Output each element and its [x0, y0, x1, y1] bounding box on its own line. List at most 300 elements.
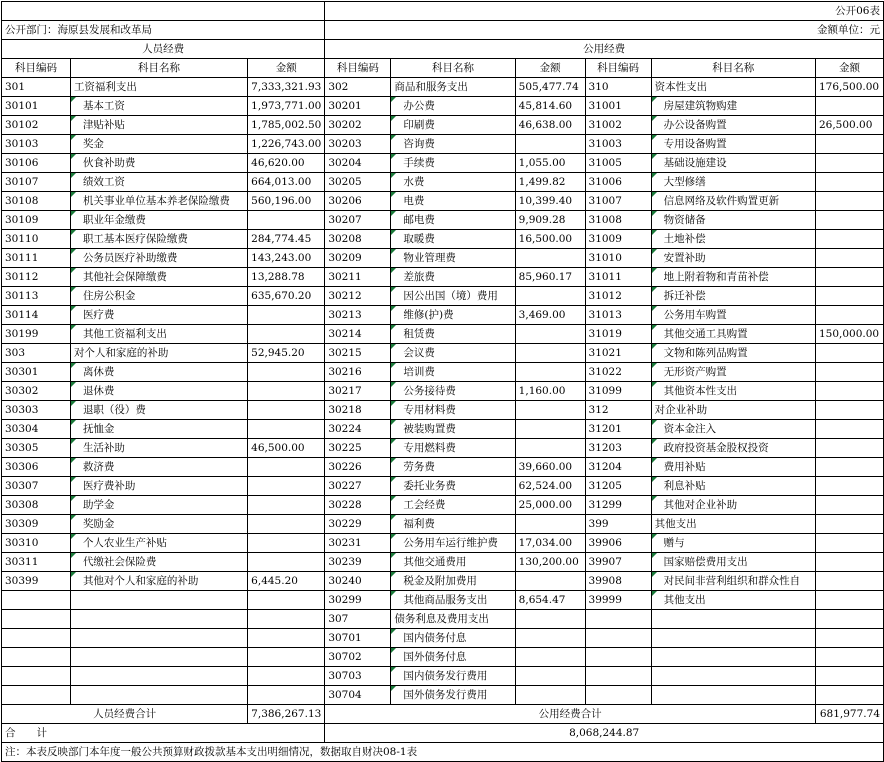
personnel-amount-cell [248, 211, 325, 230]
personnel-amount-cell [248, 382, 325, 401]
personnel-amount-cell [248, 458, 325, 477]
table-note: 注：本表反映部门本年度一般公共预算财政拨款基本支出明细情况，数据取自财决08-1表 [2, 743, 884, 762]
public-goods-amount-cell [515, 629, 585, 648]
personnel-name-cell [70, 667, 247, 686]
public-goods-amount-cell: 17,034.00 [515, 534, 585, 553]
public-goods-name-cell: 国外债务发行费用 [391, 686, 515, 705]
public-goods-name-cell: 国外债务付息 [391, 648, 515, 667]
capital-amount-cell [815, 363, 883, 382]
table-row [2, 192, 884, 211]
public-goods-code-cell: 30224 [325, 420, 391, 439]
personnel-amount-cell: 1,973,771.00 [248, 97, 325, 116]
personnel-amount-cell [248, 363, 325, 382]
public-goods-name-cell: 手续费 [391, 154, 515, 173]
personnel-amount-cell [248, 667, 325, 686]
personnel-amount-cell [248, 515, 325, 534]
personnel-amount-cell [248, 553, 325, 572]
capital-code-cell: 31001 [585, 97, 651, 116]
personnel-amount-cell: 560,196.00 [248, 192, 325, 211]
table-row [2, 572, 884, 591]
personnel-amount-cell: 6,445.20 [248, 572, 325, 591]
public-goods-name-cell: 印刷费 [391, 116, 515, 135]
capital-amount-cell [815, 610, 883, 629]
column-header-row [2, 59, 884, 78]
personnel-amount-cell: 52,945.20 [248, 344, 325, 363]
public-goods-name-cell: 专用材料费 [391, 401, 515, 420]
table-row [2, 135, 884, 154]
department-label: 公开部门：海原县发展和改革局 [2, 21, 325, 40]
table-row [2, 78, 884, 97]
public-goods-code-cell: 30229 [325, 515, 391, 534]
public-goods-code-cell: 30703 [325, 667, 391, 686]
table-row [2, 667, 884, 686]
personnel-name-cell: 救济费 [70, 458, 247, 477]
capital-amount-cell [815, 629, 883, 648]
capital-code-cell [585, 629, 651, 648]
grand-total-row [2, 724, 884, 743]
personnel-name-cell: 公务员医疗补助缴费 [70, 249, 247, 268]
note-row [2, 743, 884, 762]
public-goods-name-cell: 会议费 [391, 344, 515, 363]
capital-code-cell: 31205 [585, 477, 651, 496]
col-header-name: 科目名称 [70, 59, 247, 78]
capital-amount-cell: 150,000.00 [815, 325, 883, 344]
public-goods-name-cell: 其他商品服务支出 [391, 591, 515, 610]
personnel-name-cell: 其他工资福利支出 [70, 325, 247, 344]
personnel-name-cell: 奖金 [70, 135, 247, 154]
personnel-amount-cell [248, 325, 325, 344]
public-goods-code-cell: 30205 [325, 173, 391, 192]
public-goods-amount-cell: 1,160.00 [515, 382, 585, 401]
capital-amount-cell [815, 268, 883, 287]
table-row [2, 629, 884, 648]
personnel-name-cell [70, 648, 247, 667]
public-goods-amount-cell [515, 686, 585, 705]
public-goods-amount-cell [515, 572, 585, 591]
public-goods-name-cell: 被装购置费 [391, 420, 515, 439]
col-header-code: 科目编码 [2, 59, 71, 78]
public-goods-code-cell: 30204 [325, 154, 391, 173]
personnel-code-cell: 30102 [2, 116, 71, 135]
public-goods-amount-cell: 62,524.00 [515, 477, 585, 496]
public-goods-amount-cell [515, 648, 585, 667]
personnel-amount-cell [248, 610, 325, 629]
personnel-name-cell: 助学金 [70, 496, 247, 515]
personnel-name-cell: 抚恤金 [70, 420, 247, 439]
capital-name-cell: 其他资本性支出 [651, 382, 815, 401]
personnel-amount-cell: 664,013.00 [248, 173, 325, 192]
personnel-amount-cell [248, 420, 325, 439]
public-goods-amount-cell: 3,469.00 [515, 306, 585, 325]
capital-name-cell: 利息补贴 [651, 477, 815, 496]
public-goods-code-cell: 30208 [325, 230, 391, 249]
capital-name-cell [651, 686, 815, 705]
public-goods-code-cell: 30702 [325, 648, 391, 667]
personnel-name-cell: 职业年金缴费 [70, 211, 247, 230]
personnel-code-cell: 30109 [2, 211, 71, 230]
public-goods-name-cell: 国内债务付息 [391, 629, 515, 648]
capital-amount-cell [815, 173, 883, 192]
capital-name-cell: 安置补助 [651, 249, 815, 268]
capital-amount-cell [815, 477, 883, 496]
col-header-amount: 金额 [515, 59, 585, 78]
public-goods-name-cell: 工会经费 [391, 496, 515, 515]
personnel-total-amount: 7,386,267.13 [248, 705, 325, 724]
public-goods-name-cell: 专用燃料费 [391, 439, 515, 458]
capital-amount-cell [815, 249, 883, 268]
personnel-amount-cell: 284,774.45 [248, 230, 325, 249]
personnel-code-cell: 30114 [2, 306, 71, 325]
public-goods-amount-cell: 10,399.40 [515, 192, 585, 211]
capital-name-cell: 专用设备购置 [651, 135, 815, 154]
public-goods-code-cell: 30226 [325, 458, 391, 477]
capital-name-cell: 政府投资基金股权投资 [651, 439, 815, 458]
capital-code-cell: 31203 [585, 439, 651, 458]
public-goods-amount-cell: 39,660.00 [515, 458, 585, 477]
capital-code-cell: 39908 [585, 572, 651, 591]
personnel-name-cell: 其他社会保障缴费 [70, 268, 247, 287]
capital-code-cell: 31013 [585, 306, 651, 325]
capital-code-cell: 31006 [585, 173, 651, 192]
capital-amount-cell [815, 401, 883, 420]
personnel-name-cell: 机关事业单位基本养老保险缴费 [70, 192, 247, 211]
personnel-code-cell [2, 686, 71, 705]
capital-amount-cell [815, 306, 883, 325]
public-goods-amount-cell [515, 287, 585, 306]
personnel-name-cell: 医疗费 [70, 306, 247, 325]
capital-amount-cell [815, 382, 883, 401]
public-goods-amount-cell: 130,200.00 [515, 553, 585, 572]
public-goods-code-cell: 30201 [325, 97, 391, 116]
public-goods-code-cell: 30206 [325, 192, 391, 211]
personnel-name-cell: 对个人和家庭的补助 [70, 344, 247, 363]
public-goods-amount-cell: 45,814.60 [515, 97, 585, 116]
personnel-code-cell: 303 [2, 344, 71, 363]
capital-code-cell [585, 648, 651, 667]
capital-name-cell [651, 610, 815, 629]
capital-code-cell: 39999 [585, 591, 651, 610]
public-goods-code-cell: 30240 [325, 572, 391, 591]
capital-code-cell: 31005 [585, 154, 651, 173]
public-goods-name-cell: 公务用车运行维护费 [391, 534, 515, 553]
capital-amount-cell [815, 211, 883, 230]
public-goods-name-cell: 劳务费 [391, 458, 515, 477]
public-goods-name-cell: 物业管理费 [391, 249, 515, 268]
expenditure-sheet [1, 1, 884, 762]
public-goods-code-cell: 30225 [325, 439, 391, 458]
form-id: 公开06表 [325, 2, 884, 21]
capital-name-cell: 其他交通工具购置 [651, 325, 815, 344]
public-goods-name-cell: 咨询费 [391, 135, 515, 154]
capital-code-cell: 399 [585, 515, 651, 534]
table-row [2, 287, 884, 306]
personnel-amount-cell [248, 401, 325, 420]
capital-amount-cell [815, 230, 883, 249]
capital-name-cell: 对民间非营利组织和群众性自 [651, 572, 815, 591]
public-goods-name-cell: 委托业务费 [391, 477, 515, 496]
personnel-code-cell [2, 610, 71, 629]
public-goods-name-cell: 因公出国（境）费用 [391, 287, 515, 306]
capital-code-cell: 31007 [585, 192, 651, 211]
public-goods-code-cell: 30228 [325, 496, 391, 515]
public-goods-amount-cell [515, 135, 585, 154]
capital-amount-cell [815, 496, 883, 515]
personnel-code-cell [2, 648, 71, 667]
personnel-code-cell: 30309 [2, 515, 71, 534]
public-goods-amount-cell [515, 249, 585, 268]
capital-code-cell: 31008 [585, 211, 651, 230]
table-row [2, 477, 884, 496]
capital-name-cell: 地上附着物和青苗补偿 [651, 268, 815, 287]
personnel-name-cell: 退休费 [70, 382, 247, 401]
capital-amount-cell [815, 97, 883, 116]
capital-code-cell: 31010 [585, 249, 651, 268]
personnel-code-cell: 30311 [2, 553, 71, 572]
public-goods-amount-cell [515, 439, 585, 458]
capital-amount-cell [815, 553, 883, 572]
capital-name-cell: 公务用车购置 [651, 306, 815, 325]
public-goods-amount-cell: 1,499.82 [515, 173, 585, 192]
table-row [2, 401, 884, 420]
personnel-name-cell: 伙食补助费 [70, 154, 247, 173]
public-goods-code-cell: 30231 [325, 534, 391, 553]
capital-name-cell: 拆迁补偿 [651, 287, 815, 306]
public-goods-code-cell: 30218 [325, 401, 391, 420]
personnel-name-cell: 其他对个人和家庭的补助 [70, 572, 247, 591]
subtotal-row [2, 705, 884, 724]
capital-name-cell: 费用补贴 [651, 458, 815, 477]
capital-name-cell: 其他支出 [651, 515, 815, 534]
capital-code-cell: 31012 [585, 287, 651, 306]
personnel-amount-cell: 13,288.78 [248, 268, 325, 287]
capital-name-cell: 资本性支出 [651, 78, 815, 97]
personnel-code-cell: 30308 [2, 496, 71, 515]
public-goods-name-cell: 电费 [391, 192, 515, 211]
public-goods-code-cell: 30216 [325, 363, 391, 382]
capital-code-cell [585, 686, 651, 705]
table-row [2, 439, 884, 458]
col-header-amount: 金额 [248, 59, 325, 78]
capital-code-cell [585, 667, 651, 686]
personnel-code-cell: 30301 [2, 363, 71, 382]
personnel-name-cell: 职工基本医疗保险缴费 [70, 230, 247, 249]
table-row [2, 306, 884, 325]
public-goods-amount-cell [515, 515, 585, 534]
personnel-code-cell: 30199 [2, 325, 71, 344]
table-row [2, 97, 884, 116]
grand-total-label: 合 计 [2, 724, 325, 743]
personnel-code-cell: 30307 [2, 477, 71, 496]
personnel-amount-cell: 46,620.00 [248, 154, 325, 173]
personnel-code-cell [2, 667, 71, 686]
blank-top-left [2, 2, 325, 21]
table-row [2, 553, 884, 572]
public-goods-code-cell: 307 [325, 610, 391, 629]
personnel-code-cell: 301 [2, 78, 71, 97]
table-row [2, 686, 884, 705]
personnel-amount-cell [248, 534, 325, 553]
personnel-code-cell: 30113 [2, 287, 71, 306]
personnel-amount-cell: 7,333,321.93 [248, 78, 325, 97]
col-header-name: 科目名称 [391, 59, 515, 78]
public-goods-code-cell: 30299 [325, 591, 391, 610]
personnel-name-cell [70, 629, 247, 648]
capital-amount-cell [815, 154, 883, 173]
public-goods-code-cell: 30227 [325, 477, 391, 496]
table-row [2, 249, 884, 268]
personnel-amount-cell [248, 629, 325, 648]
public-goods-code-cell: 30202 [325, 116, 391, 135]
section-public: 公用经费 [325, 40, 884, 59]
capital-amount-cell [815, 591, 883, 610]
table-row [2, 610, 884, 629]
capital-amount-cell [815, 135, 883, 154]
capital-amount-cell [815, 287, 883, 306]
public-goods-amount-cell: 85,960.17 [515, 268, 585, 287]
public-goods-amount-cell: 9,909.28 [515, 211, 585, 230]
public-goods-code-cell: 30212 [325, 287, 391, 306]
public-goods-code-cell: 30209 [325, 249, 391, 268]
public-goods-name-cell: 福利费 [391, 515, 515, 534]
personnel-amount-cell [248, 591, 325, 610]
personnel-code-cell: 30306 [2, 458, 71, 477]
public-goods-name-cell: 培训费 [391, 363, 515, 382]
col-header-code: 科目编码 [585, 59, 651, 78]
personnel-code-cell: 30303 [2, 401, 71, 420]
public-goods-name-cell: 税金及附加费用 [391, 572, 515, 591]
capital-name-cell [651, 629, 815, 648]
capital-code-cell: 31204 [585, 458, 651, 477]
capital-amount-cell [815, 439, 883, 458]
public-goods-amount-cell [515, 610, 585, 629]
table-row [2, 534, 884, 553]
public-goods-amount-cell [515, 401, 585, 420]
personnel-name-cell: 医疗费补助 [70, 477, 247, 496]
personnel-code-cell: 30101 [2, 97, 71, 116]
public-total-amount: 681,977.74 [815, 705, 883, 724]
capital-name-cell: 无形资产购置 [651, 363, 815, 382]
capital-code-cell: 31299 [585, 496, 651, 515]
table-row [2, 325, 884, 344]
capital-name-cell: 文物和陈列品购置 [651, 344, 815, 363]
public-goods-name-cell: 商品和服务支出 [391, 78, 515, 97]
capital-code-cell: 31099 [585, 382, 651, 401]
personnel-amount-cell [248, 686, 325, 705]
personnel-amount-cell: 635,670.20 [248, 287, 325, 306]
capital-code-cell: 31021 [585, 344, 651, 363]
capital-name-cell: 房屋建筑物购建 [651, 97, 815, 116]
capital-name-cell: 信息网络及软件购置更新 [651, 192, 815, 211]
public-goods-code-cell: 30215 [325, 344, 391, 363]
public-goods-amount-cell: 8,654.47 [515, 591, 585, 610]
table-row [2, 211, 884, 230]
table-row [2, 382, 884, 401]
capital-code-cell [585, 610, 651, 629]
capital-amount-cell [815, 572, 883, 591]
capital-name-cell: 赠与 [651, 534, 815, 553]
capital-amount-cell [815, 667, 883, 686]
capital-amount-cell [815, 420, 883, 439]
personnel-name-cell: 离休费 [70, 363, 247, 382]
capital-name-cell: 物资储备 [651, 211, 815, 230]
personnel-code-cell [2, 591, 71, 610]
table-row [2, 496, 884, 515]
public-goods-name-cell: 公务接待费 [391, 382, 515, 401]
capital-code-cell: 310 [585, 78, 651, 97]
personnel-name-cell [70, 686, 247, 705]
grand-total-amount: 8,068,244.87 [325, 724, 884, 743]
table-row [2, 515, 884, 534]
col-header-name: 科目名称 [651, 59, 815, 78]
expenditure-table [1, 1, 884, 762]
capital-code-cell: 31002 [585, 116, 651, 135]
public-goods-amount-cell [515, 325, 585, 344]
public-goods-name-cell: 办公费 [391, 97, 515, 116]
public-goods-amount-cell [515, 420, 585, 439]
public-goods-code-cell: 30214 [325, 325, 391, 344]
public-goods-amount-cell [515, 363, 585, 382]
public-goods-code-cell: 30211 [325, 268, 391, 287]
capital-code-cell: 31003 [585, 135, 651, 154]
public-goods-amount-cell: 1,055.00 [515, 154, 585, 173]
capital-amount-cell [815, 192, 883, 211]
personnel-code-cell: 30103 [2, 135, 71, 154]
public-goods-amount-cell: 505,477.74 [515, 78, 585, 97]
public-goods-name-cell: 其他交通费用 [391, 553, 515, 572]
capital-name-cell [651, 667, 815, 686]
personnel-code-cell: 30399 [2, 572, 71, 591]
personnel-code-cell: 30304 [2, 420, 71, 439]
personnel-amount-cell [248, 496, 325, 515]
personnel-code-cell: 30112 [2, 268, 71, 287]
public-goods-amount-cell: 16,500.00 [515, 230, 585, 249]
public-goods-code-cell: 30213 [325, 306, 391, 325]
public-goods-name-cell: 维修(护)费 [391, 306, 515, 325]
table-row [2, 591, 884, 610]
personnel-amount-cell [248, 477, 325, 496]
public-goods-name-cell: 邮电费 [391, 211, 515, 230]
public-goods-name-cell: 租赁费 [391, 325, 515, 344]
capital-name-cell: 基础设施建设 [651, 154, 815, 173]
personnel-name-cell [70, 591, 247, 610]
public-total-label: 公用经费合计 [325, 705, 816, 724]
capital-name-cell: 对企业补助 [651, 401, 815, 420]
public-goods-code-cell: 30203 [325, 135, 391, 154]
personnel-code-cell: 30106 [2, 154, 71, 173]
personnel-amount-cell: 1,785,002.50 [248, 116, 325, 135]
personnel-code-cell: 30107 [2, 173, 71, 192]
public-goods-amount-cell [515, 667, 585, 686]
personnel-name-cell: 个人农业生产补贴 [70, 534, 247, 553]
capital-name-cell: 办公设备购置 [651, 116, 815, 135]
personnel-code-cell: 30310 [2, 534, 71, 553]
personnel-name-cell: 工资福利支出 [70, 78, 247, 97]
public-goods-amount-cell [515, 344, 585, 363]
public-goods-name-cell: 取暖费 [391, 230, 515, 249]
capital-name-cell: 其他对企业补助 [651, 496, 815, 515]
capital-code-cell: 312 [585, 401, 651, 420]
personnel-code-cell: 30110 [2, 230, 71, 249]
personnel-amount-cell [248, 648, 325, 667]
public-goods-code-cell: 30704 [325, 686, 391, 705]
table-row [2, 458, 884, 477]
capital-name-cell: 资本金注入 [651, 420, 815, 439]
capital-name-cell: 国家赔偿费用支出 [651, 553, 815, 572]
personnel-amount-cell [248, 306, 325, 325]
capital-code-cell: 31022 [585, 363, 651, 382]
personnel-code-cell: 30111 [2, 249, 71, 268]
personnel-name-cell: 住房公积金 [70, 287, 247, 306]
